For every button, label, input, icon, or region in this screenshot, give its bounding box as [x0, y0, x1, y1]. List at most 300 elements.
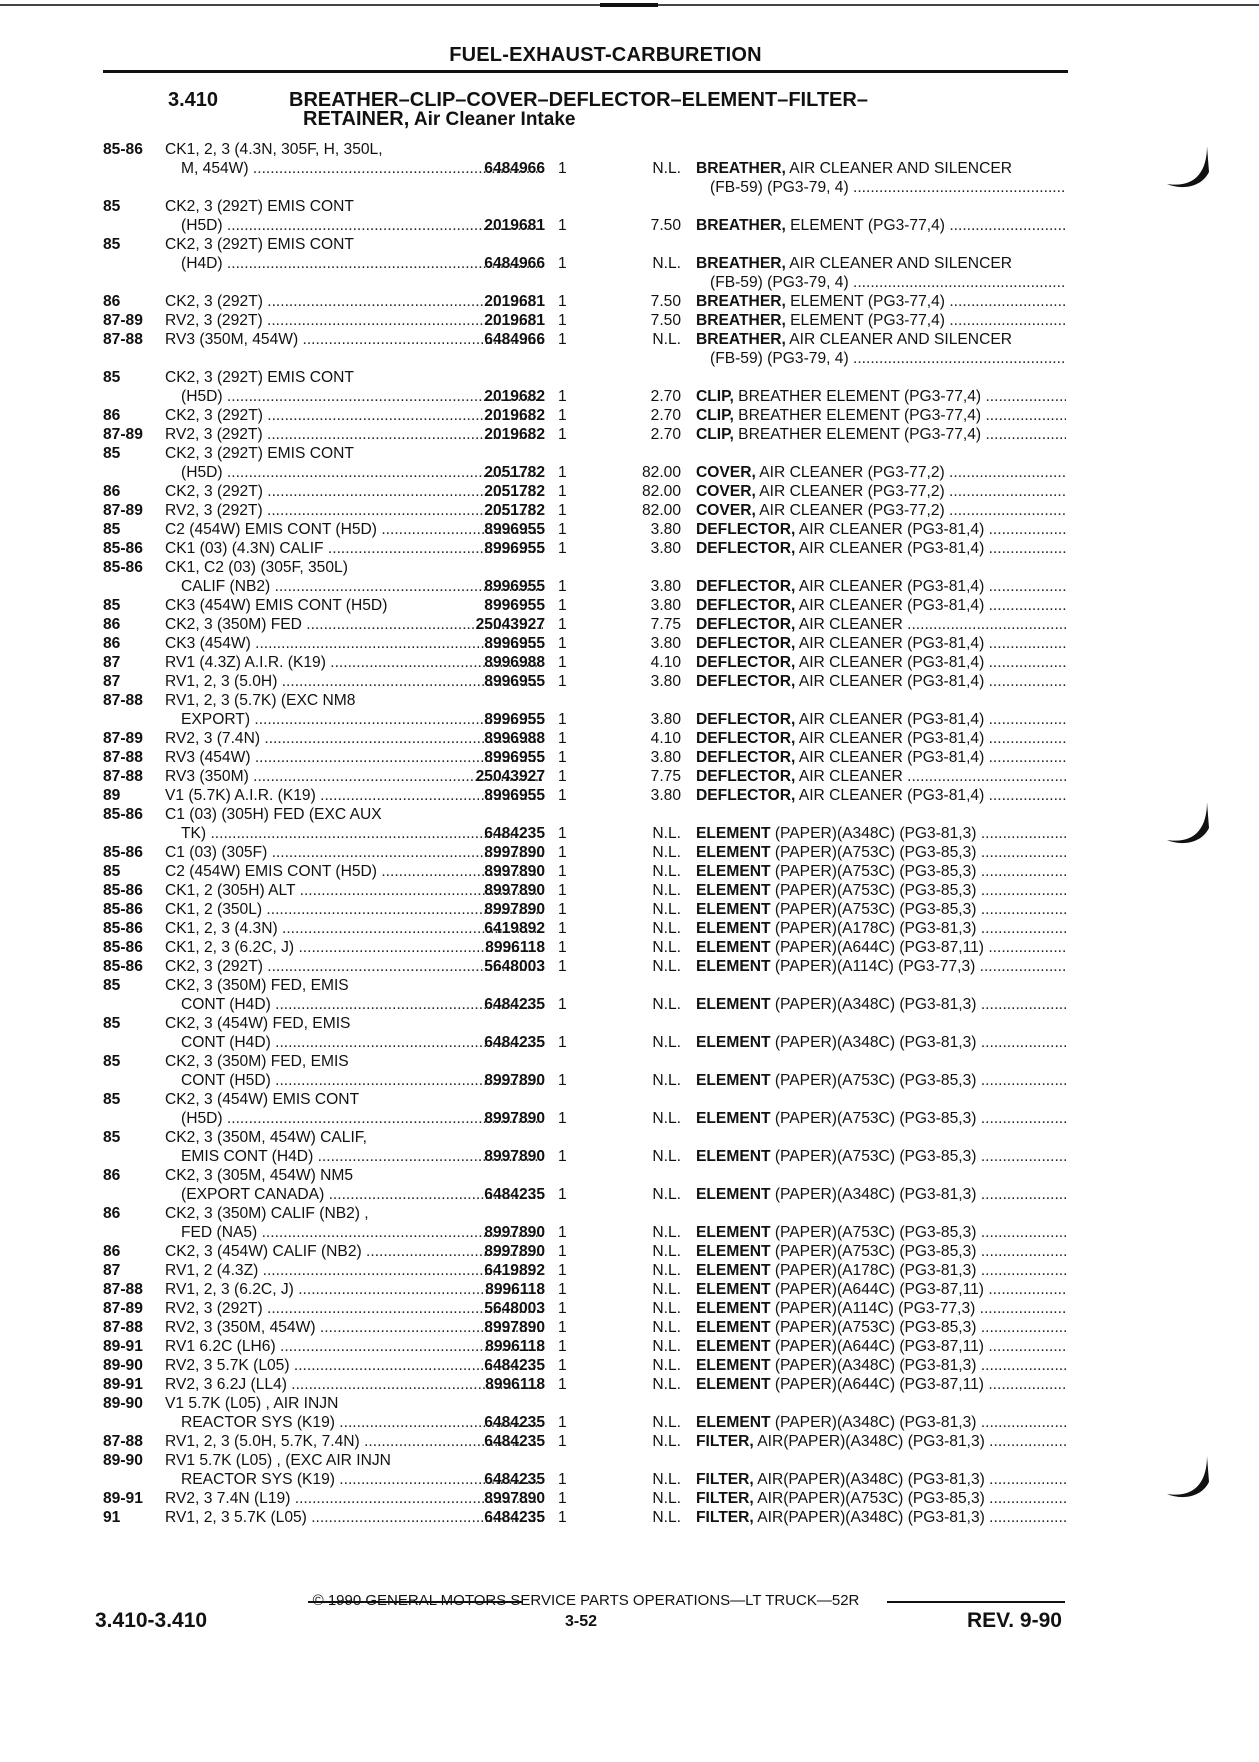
- part-number: 6484966: [484, 255, 545, 272]
- part-detail: (PAPER)(A114C) (PG3-77,3) .....: [771, 1300, 1066, 1317]
- quantity: 1: [558, 635, 567, 652]
- price: N.L.: [652, 1490, 681, 1507]
- part-description: [696, 824, 1066, 843]
- model-year: 89-90: [103, 1395, 143, 1412]
- model-application: [165, 1128, 543, 1147]
- part-number: 8996988: [484, 654, 545, 671]
- model-year: 85-86: [103, 141, 143, 158]
- part-description: [696, 387, 1066, 406]
- part-number: 2019682: [484, 407, 545, 424]
- model-text: V1 5.7K (L05) , AIR INJN: [165, 1395, 339, 1412]
- table-row: [103, 672, 1063, 691]
- price: N.L.: [652, 901, 681, 918]
- model-year: 86: [103, 635, 121, 652]
- price: N.L.: [652, 863, 681, 880]
- quantity: 1: [558, 1262, 567, 1279]
- part-number: 8996955: [484, 521, 545, 538]
- part-number: 5648003: [484, 958, 545, 975]
- section-range: 3.410-3.410: [95, 1609, 208, 1632]
- price: N.L.: [652, 920, 681, 937]
- part-description: [696, 1299, 1066, 1318]
- table-row: [103, 577, 1063, 596]
- model-text: (H5D) .....: [181, 1110, 539, 1127]
- part-detail: AIR CLEANER AND SILENCER: [785, 331, 1012, 348]
- model-text: CK2, 3 (292T) .....: [165, 483, 543, 500]
- part-name: ELEMENT: [696, 1224, 771, 1241]
- part-description: [710, 178, 1066, 197]
- model-year: 86: [103, 1243, 121, 1260]
- model-year: 87-89: [103, 426, 143, 443]
- part-detail: AIR CLEANER (PG3-81,4) .....: [795, 654, 1066, 671]
- model-text: RV2, 3 (7.4N) .....: [165, 730, 543, 747]
- price: N.L.: [652, 1300, 681, 1317]
- part-description: [696, 995, 1066, 1014]
- model-year: 85: [103, 977, 121, 994]
- quantity: 1: [558, 1490, 567, 1507]
- quantity: 1: [558, 673, 567, 690]
- part-number: 2019681: [484, 217, 545, 234]
- model-text: RV3 (454W) .....: [165, 749, 543, 766]
- part-description: [696, 1147, 1066, 1166]
- price: N.L.: [652, 1433, 681, 1450]
- part-name: DEFLECTOR,: [696, 635, 796, 652]
- part-description: [696, 482, 1066, 501]
- model-text: FED (NA5) .....: [181, 1224, 543, 1241]
- table-row: [103, 349, 1063, 368]
- model-text: (H4D) .....: [181, 255, 539, 272]
- part-name: ELEMENT: [696, 1357, 771, 1374]
- price: 7.50: [650, 217, 681, 234]
- model-application: [165, 444, 543, 463]
- model-year: 89-91: [103, 1376, 143, 1393]
- table-row: [103, 615, 1063, 634]
- part-description: [696, 520, 1066, 539]
- part-detail: AIR CLEANER (PG3-77,2) .....: [756, 464, 1066, 481]
- part-number: 8996118: [485, 1376, 545, 1393]
- parts-table: [103, 140, 1063, 1527]
- model-text: (H5D) .....: [181, 217, 539, 234]
- model-text: RV1, 2, 3 (6.2C, J) .....: [165, 1281, 543, 1298]
- part-name: ELEMENT: [696, 882, 771, 899]
- part-description: [710, 349, 1066, 368]
- part-name: ELEMENT: [696, 958, 771, 975]
- table-row: [103, 292, 1063, 311]
- model-text: CK1, 2, 3 (4.3N, 305F, H, 350L,: [165, 141, 383, 158]
- model-year: 89-91: [103, 1338, 143, 1355]
- model-year: 85-86: [103, 540, 143, 557]
- table-row: [103, 710, 1063, 729]
- part-description: [696, 1185, 1066, 1204]
- price: N.L.: [652, 1072, 681, 1089]
- quantity: 1: [558, 217, 567, 234]
- part-description: [696, 463, 1066, 482]
- part-number: 2019682: [484, 426, 545, 443]
- part-description: [696, 216, 1066, 235]
- quantity: 1: [558, 293, 567, 310]
- table-row: [103, 1242, 1063, 1261]
- table-row: [103, 1337, 1063, 1356]
- model-text: RV2, 3 7.4N (L19) .....: [165, 1490, 543, 1507]
- table-row: [103, 235, 1063, 254]
- part-name: DEFLECTOR,: [696, 673, 796, 690]
- part-name: ELEMENT: [696, 1281, 771, 1298]
- price: N.L.: [652, 1110, 681, 1127]
- model-year: 85: [103, 445, 121, 462]
- part-detail: AIR CLEANER (PG3-81,4) .....: [795, 749, 1066, 766]
- model-year: 85-86: [103, 882, 143, 899]
- part-description: [696, 1109, 1066, 1128]
- part-number: 8997890: [484, 1148, 545, 1165]
- page-title: FUEL-EXHAUST-CARBURETION: [449, 44, 762, 66]
- model-text: CALIF (NB2) .....: [181, 578, 543, 595]
- quantity: 1: [558, 1414, 567, 1431]
- table-row: [103, 957, 1063, 976]
- table-row: [103, 1052, 1063, 1071]
- model-application: [165, 1090, 543, 1109]
- part-name: ELEMENT: [696, 1338, 771, 1355]
- section-title-retainer: RETAINER,: [303, 108, 410, 130]
- table-row: [103, 1318, 1063, 1337]
- part-detail: AIR(PAPER)(A753C) (PG3-85,3) .....: [754, 1490, 1066, 1507]
- part-detail: (PAPER)(A753C) (PG3-85,3) .....: [771, 1072, 1066, 1089]
- footer-rule-right: [887, 1601, 1065, 1603]
- quantity: 1: [558, 388, 567, 405]
- part-detail: (FB-59) (PG3-79, 4) .....: [710, 179, 1066, 196]
- price: 3.80: [650, 635, 681, 652]
- price: N.L.: [652, 1338, 681, 1355]
- part-number: 6484235: [484, 996, 545, 1013]
- clip-mark-icon: [1163, 144, 1213, 194]
- model-application: [165, 1014, 543, 1033]
- quantity: 1: [558, 1357, 567, 1374]
- model-text: CK2, 3 (292T) EMIS CONT: [165, 369, 354, 386]
- part-description: [696, 501, 1066, 520]
- part-name: CLIP,: [696, 426, 734, 443]
- part-description: [696, 672, 1066, 691]
- table-row: [103, 634, 1063, 653]
- quantity: 1: [558, 407, 567, 424]
- model-text: CK1, 2 (305H) ALT .....: [165, 882, 543, 899]
- model-text: C1 (03) (305F) .....: [165, 844, 543, 861]
- model-text: CK3 (454W) EMIS CONT (H5D): [165, 597, 388, 614]
- table-row: [103, 596, 1063, 615]
- price: N.L.: [652, 331, 681, 348]
- quantity: 1: [558, 160, 567, 177]
- model-text: RV1, 2, 3 (5.0H) .....: [165, 673, 543, 690]
- model-text: C1 (03) (305H) FED (EXC AUX: [165, 806, 382, 823]
- model-application: [165, 197, 543, 216]
- part-detail: (PAPER)(A644C) (PG3-87,11) .....: [771, 1281, 1066, 1298]
- part-name: ELEMENT: [696, 1110, 771, 1127]
- model-year: 87-89: [103, 1300, 143, 1317]
- model-year: 85: [103, 198, 121, 215]
- price: 7.50: [650, 293, 681, 310]
- part-number: 2051782: [484, 502, 545, 519]
- part-number: 6419892: [484, 1262, 545, 1279]
- part-detail: AIR CLEANER .....: [795, 616, 1066, 633]
- price: 82.00: [641, 483, 681, 500]
- table-row: [103, 1356, 1063, 1375]
- quantity: 1: [558, 863, 567, 880]
- part-number: 8997890: [484, 1110, 545, 1127]
- part-number: 8996955: [484, 711, 545, 728]
- model-text: CK1, C2 (03) (305F, 350L): [165, 559, 348, 576]
- price: 2.70: [650, 407, 681, 424]
- part-description: [696, 862, 1066, 881]
- model-year: 85: [103, 1129, 121, 1146]
- table-row: [103, 653, 1063, 672]
- part-description: [696, 938, 1066, 957]
- model-application: [165, 1394, 543, 1413]
- model-application: [165, 1166, 543, 1185]
- table-row: [103, 1261, 1063, 1280]
- part-number: 8997890: [484, 1072, 545, 1089]
- part-detail: AIR CLEANER (PG3-77,2) .....: [756, 483, 1066, 500]
- price: N.L.: [652, 1243, 681, 1260]
- model-text: RV2, 3 (292T) .....: [165, 426, 543, 443]
- table-row: [103, 1432, 1063, 1451]
- model-year: 85: [103, 597, 121, 614]
- model-application: [165, 1204, 543, 1223]
- part-detail: (PAPER)(A644C) (PG3-87,11) .....: [771, 939, 1066, 956]
- model-text: RV1, 2, 3 (5.7K) (EXC NM8: [165, 692, 356, 709]
- quantity: 1: [558, 255, 567, 272]
- model-application: [165, 235, 543, 254]
- part-detail: (PAPER)(A178C) (PG3-81,3) .....: [771, 920, 1066, 937]
- model-text: CK1, 2, 3 (6.2C, J) .....: [165, 939, 543, 956]
- model-year: 87-89: [103, 502, 143, 519]
- part-number: 6484235: [484, 1414, 545, 1431]
- top-rule-mark: [600, 3, 658, 7]
- part-number: 8996955: [484, 578, 545, 595]
- quantity: 1: [558, 1471, 567, 1488]
- model-year: 85: [103, 863, 121, 880]
- quantity: 1: [558, 882, 567, 899]
- price: N.L.: [652, 160, 681, 177]
- quantity: 1: [558, 1509, 567, 1526]
- table-row: [103, 1071, 1063, 1090]
- quantity: 1: [558, 939, 567, 956]
- model-text: RV1, 2, 3 (5.0H, 5.7K, 7.4N) .....: [165, 1433, 543, 1450]
- part-name: BREATHER,: [696, 312, 786, 329]
- table-row: [103, 1299, 1063, 1318]
- part-description: [696, 653, 1066, 672]
- part-name: ELEMENT: [696, 825, 771, 842]
- part-number: 6484966: [484, 160, 545, 177]
- model-application: [165, 558, 543, 577]
- table-row: [103, 805, 1063, 824]
- quantity: 1: [558, 996, 567, 1013]
- model-year: 86: [103, 407, 121, 424]
- quantity: 1: [558, 540, 567, 557]
- price: N.L.: [652, 1034, 681, 1051]
- part-detail: (PAPER)(A178C) (PG3-81,3) .....: [771, 1262, 1066, 1279]
- part-detail: (PAPER)(A753C) (PG3-85,3) .....: [771, 1224, 1066, 1241]
- price: N.L.: [652, 1224, 681, 1241]
- price: N.L.: [652, 844, 681, 861]
- part-description: [696, 900, 1066, 919]
- model-text: CK2, 3 (292T) .....: [165, 293, 543, 310]
- part-detail: (PAPER)(A644C) (PG3-87,11) .....: [771, 1338, 1066, 1355]
- part-description: [696, 1071, 1066, 1090]
- model-text: CK2, 3 (350M, 454W) CALIF,: [165, 1129, 367, 1146]
- table-row: [103, 919, 1063, 938]
- table-row: [103, 425, 1063, 444]
- part-name: BREATHER,: [696, 160, 786, 177]
- part-detail: (PAPER)(A348C) (PG3-81,3) .....: [771, 1034, 1066, 1051]
- part-name: ELEMENT: [696, 1243, 771, 1260]
- part-description: [696, 1508, 1066, 1527]
- price: 82.00: [641, 464, 681, 481]
- part-description: [696, 539, 1066, 558]
- price: N.L.: [652, 882, 681, 899]
- part-name: ELEMENT: [696, 920, 771, 937]
- table-row: [103, 178, 1063, 197]
- table-row: [103, 976, 1063, 995]
- table-row: [103, 1090, 1063, 1109]
- model-year: 86: [103, 1167, 121, 1184]
- part-name: BREATHER,: [696, 293, 786, 310]
- table-row: [103, 1166, 1063, 1185]
- model-text: CONT (H4D) .....: [181, 996, 543, 1013]
- model-application: [165, 1052, 543, 1071]
- part-description: [696, 843, 1066, 862]
- model-text: CK2, 3 (305M, 454W) NM5: [165, 1167, 354, 1184]
- part-name: ELEMENT: [696, 1186, 771, 1203]
- table-row: [103, 520, 1063, 539]
- model-text: RV1, 2, 3 5.7K (L05) .....: [165, 1509, 543, 1526]
- model-year: 87: [103, 654, 121, 671]
- model-year: 87-89: [103, 730, 143, 747]
- quantity: 1: [558, 1034, 567, 1051]
- quantity: 1: [558, 483, 567, 500]
- table-row: [103, 1489, 1063, 1508]
- part-number: 6484235: [484, 1471, 545, 1488]
- price: 7.50: [650, 312, 681, 329]
- part-number: 8997890: [484, 1243, 545, 1260]
- part-detail: (PAPER)(A348C) (PG3-81,3) .....: [771, 1357, 1066, 1374]
- part-detail: (PAPER)(A114C) (PG3-77,3) .....: [771, 958, 1066, 975]
- table-row: [103, 368, 1063, 387]
- part-detail: (PAPER)(A348C) (PG3-81,3) .....: [771, 1186, 1066, 1203]
- part-name: BREATHER,: [696, 331, 786, 348]
- part-name: ELEMENT: [696, 1262, 771, 1279]
- price: N.L.: [652, 825, 681, 842]
- quantity: 1: [558, 502, 567, 519]
- part-description: [696, 577, 1066, 596]
- quantity: 1: [558, 1148, 567, 1165]
- quantity: 1: [558, 1376, 567, 1393]
- price: 3.80: [650, 540, 681, 557]
- model-text: EXPORT) .....: [181, 711, 543, 728]
- quantity: 1: [558, 1300, 567, 1317]
- part-description: [696, 786, 1066, 805]
- model-year: 85-86: [103, 806, 143, 823]
- quantity: 1: [558, 901, 567, 918]
- price: N.L.: [652, 1262, 681, 1279]
- part-name: ELEMENT: [696, 1300, 771, 1317]
- model-text: C2 (454W) EMIS CONT (H5D) .....: [165, 863, 543, 880]
- table-row: [103, 1413, 1063, 1432]
- part-description: [710, 273, 1066, 292]
- part-description: [696, 1413, 1066, 1432]
- part-detail: ELEMENT (PG3-77,4) .....: [786, 217, 1066, 234]
- part-description: [696, 596, 1066, 615]
- table-row: [103, 1185, 1063, 1204]
- part-detail: AIR CLEANER (PG3-81,4) .....: [795, 730, 1066, 747]
- model-text: RV2, 3 (292T) .....: [165, 502, 543, 519]
- model-year: 85: [103, 1091, 121, 1108]
- price: N.L.: [652, 1414, 681, 1431]
- part-detail: AIR CLEANER (PG3-81,4) .....: [795, 521, 1066, 538]
- table-row: [103, 862, 1063, 881]
- part-detail: (PAPER)(A753C) (PG3-85,3) .....: [771, 901, 1066, 918]
- part-name: ELEMENT: [696, 901, 771, 918]
- part-description: [696, 311, 1066, 330]
- part-description: [696, 1356, 1066, 1375]
- part-description: [696, 1489, 1066, 1508]
- model-text: (H5D) .....: [181, 388, 539, 405]
- part-description: [696, 881, 1066, 900]
- part-detail: BREATHER ELEMENT (PG3-77,4) .....: [734, 426, 1066, 443]
- part-number: 25043927: [475, 616, 545, 633]
- table-row: [103, 501, 1063, 520]
- part-detail: AIR CLEANER AND SILENCER: [785, 160, 1012, 177]
- part-number: 8996118: [485, 1338, 545, 1355]
- part-number: 6484235: [484, 1186, 545, 1203]
- quantity: 1: [558, 958, 567, 975]
- clip-mark-icon: [1163, 1454, 1213, 1504]
- model-year: 89: [103, 787, 121, 804]
- model-text: RV1 (4.3Z) A.I.R. (K19) .....: [165, 654, 543, 671]
- price: N.L.: [652, 1148, 681, 1165]
- section-title-line2: [303, 109, 575, 130]
- part-description: [696, 1261, 1066, 1280]
- table-row: [103, 900, 1063, 919]
- part-number: 6484235: [484, 1357, 545, 1374]
- part-detail: AIR CLEANER (PG3-81,4) .....: [795, 635, 1066, 652]
- table-row: [103, 1223, 1063, 1242]
- quantity: 1: [558, 768, 567, 785]
- part-name: ELEMENT: [696, 939, 771, 956]
- part-description: [696, 729, 1066, 748]
- part-description: [696, 1280, 1066, 1299]
- model-text: C2 (454W) EMIS CONT (H5D) .....: [165, 521, 543, 538]
- part-detail: AIR CLEANER (PG3-81,4) .....: [795, 578, 1066, 595]
- model-text: CONT (H4D) .....: [181, 1034, 543, 1051]
- model-text: RV2, 3 (292T) .....: [165, 312, 543, 329]
- part-name: DEFLECTOR,: [696, 749, 796, 766]
- table-row: [103, 140, 1063, 159]
- model-text: CK2, 3 (292T) .....: [165, 407, 543, 424]
- part-detail: AIR CLEANER .....: [795, 768, 1066, 785]
- quantity: 1: [558, 711, 567, 728]
- quantity: 1: [558, 464, 567, 481]
- price: 82.00: [641, 502, 681, 519]
- model-year: 91: [103, 1509, 121, 1526]
- part-description: [696, 710, 1066, 729]
- price: 3.80: [650, 578, 681, 595]
- model-year: 87-88: [103, 692, 143, 709]
- table-row: [103, 843, 1063, 862]
- model-text: M, 454W) .....: [181, 160, 543, 177]
- price: N.L.: [652, 1319, 681, 1336]
- model-text: REACTOR SYS (K19) .....: [181, 1414, 543, 1431]
- price: 3.80: [650, 521, 681, 538]
- part-name: ELEMENT: [696, 1414, 771, 1431]
- model-text: CK2, 3 (292T) EMIS CONT: [165, 198, 354, 215]
- section-title-line1: BREATHER–CLIP–COVER–DEFLECTOR–ELEMENT–FILTER–: [289, 89, 868, 111]
